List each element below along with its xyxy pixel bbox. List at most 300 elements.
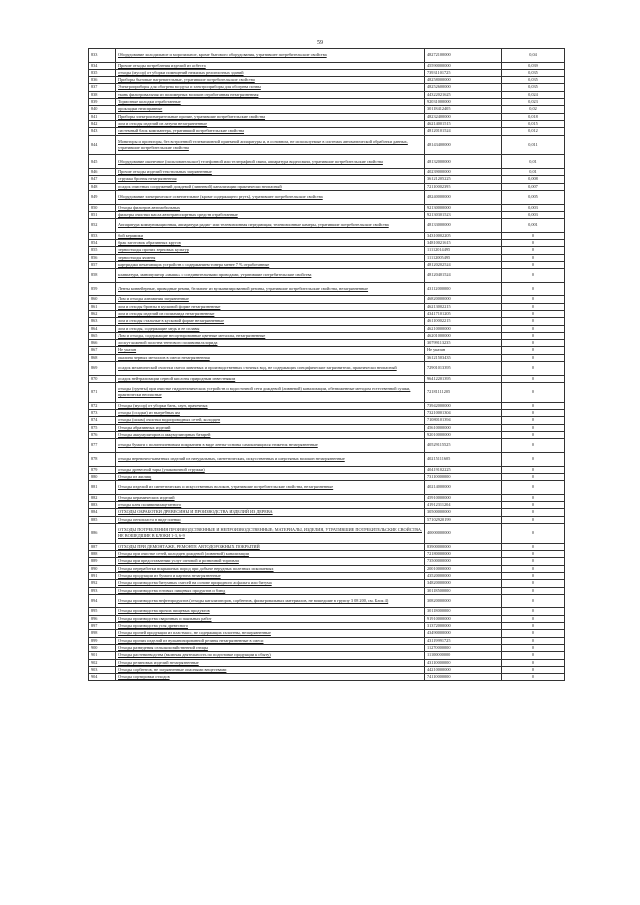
row-number: 896 [89, 615, 116, 622]
table-row [89, 254, 565, 261]
waste-value: 0 [502, 659, 565, 666]
waste-code: 92031000000 [425, 99, 502, 106]
table-row [89, 310, 565, 317]
table-row [89, 666, 565, 673]
row-number: 904 [89, 674, 116, 681]
table-row [89, 135, 565, 155]
row-number: 860 [89, 296, 116, 303]
waste-name: зерноотходы прочих зерновых культур [116, 247, 425, 254]
waste-table-body [89, 49, 565, 681]
waste-value: 0 [502, 623, 565, 630]
waste-name: стружка бронзы незагрязненная [116, 176, 425, 183]
waste-name: ОТХОДЫ ПРИ ДЕМОНТАЖЕ, РЕМОНТЕ АВТОДОРОЖНЫХ ПОКРЫТИЙ [116, 543, 425, 550]
waste-name: лом и отходы бронзы в кусковой форме незагрязненные [116, 303, 425, 310]
waste-value: 0 [502, 644, 565, 651]
waste-code: 48120401524 [425, 269, 502, 283]
row-number: 900 [89, 644, 116, 651]
waste-value: 0 [502, 558, 565, 565]
row-number: 849 [89, 190, 116, 204]
waste-code: 43110000000 [425, 659, 502, 666]
waste-value: 0,012 [502, 128, 565, 135]
row-number: 865 [89, 332, 116, 339]
row-number: 840 [89, 106, 116, 113]
waste-code: 48132000000 [425, 155, 502, 169]
row-number: 886 [89, 523, 116, 543]
table-row [89, 516, 565, 523]
waste-code: 34310002205 [425, 232, 502, 239]
waste-name: Отходы пенопласта в виде пленки [116, 516, 425, 523]
waste-value: 0 [502, 382, 565, 402]
row-number: 874 [89, 417, 116, 424]
waste-value: 0 [502, 594, 565, 608]
row-number: 880 [89, 473, 116, 480]
waste-name: Отходы продукции из бумаги и картона незагрязненные [116, 572, 425, 579]
waste-name: Отходы керамических изделий [116, 494, 425, 501]
waste-value: 0,003 [502, 204, 565, 211]
waste-code: 71080101394 [425, 417, 502, 424]
waste-value: 0,02 [502, 106, 565, 113]
row-number: 839 [89, 99, 116, 106]
table-row [89, 558, 565, 565]
table-row [89, 113, 565, 120]
table-row [89, 354, 565, 361]
waste-name: лом и отходы изделий из латуни незагрязненные [116, 120, 425, 127]
table-row [89, 106, 565, 113]
row-number: 847 [89, 176, 116, 183]
waste-name: фильтры очистки масла автотранспортных средств отработанные [116, 211, 425, 218]
table-row [89, 362, 565, 376]
waste-value: 0,005 [502, 190, 565, 204]
row-number: 889 [89, 558, 116, 565]
waste-code: 46820000000 [425, 296, 502, 303]
waste-value: 0 [502, 615, 565, 622]
table-row [89, 303, 565, 310]
waste-name: Лом и отходы, содержащие несортированные цветные металлы, незагрязненные [116, 332, 425, 339]
row-number: 844 [89, 135, 116, 155]
waste-name: Оборудование холодильное и морозильное, кроме бытового оборудования, утратившее потребительские свойства [116, 49, 425, 63]
row-number: 846 [89, 169, 116, 176]
waste-name: Электроприборы для обогрева воздуха и электроприборы для обогрева почвы [116, 84, 425, 91]
row-number: 835 [89, 69, 116, 76]
waste-value: 0,035 [502, 69, 565, 76]
waste-name: Отходы при очистке сетей, колодцев дождевой (ливневой) канализации [116, 551, 425, 558]
waste-name: Отходы производства сварочных и паяльных работ [116, 615, 425, 622]
row-number: 892 [89, 580, 116, 587]
table-row [89, 637, 565, 644]
waste-value: 0,011 [502, 135, 565, 155]
table-row [89, 452, 565, 466]
waste-value: 0 [502, 587, 565, 594]
waste-name: Мониторы и проекторы, без встроенной телевизионной приемной аппаратуры и, в основном, не используемые в системах автоматической обработки данных, утратившие потребительские свойства [116, 135, 425, 155]
table-row [89, 155, 565, 169]
waste-name: Приборы бытовые нагревательные, утратившие потребительские свойства [116, 77, 425, 84]
waste-code: 48232400000 [425, 113, 502, 120]
table-row [89, 247, 565, 254]
waste-code: 36121205225 [425, 176, 502, 183]
waste-name: Ленты конвейерные, приводные ремни, бельтинг из вулканизированной резины, утратившие потребительские свойства, незагрязненные [116, 282, 425, 296]
table-row [89, 296, 565, 303]
waste-name: Не указан [116, 347, 425, 354]
table-row [89, 580, 565, 587]
waste-value: 0,035 [502, 77, 565, 84]
waste-name: отходы клея поливинилацетатного [116, 502, 425, 509]
table-row [89, 630, 565, 637]
waste-name: Отходы производства битумных смесей на основе природного асфальта или битума [116, 580, 425, 587]
row-number: 877 [89, 439, 116, 453]
table-row [89, 77, 565, 84]
row-number: 854 [89, 240, 116, 247]
waste-name: Отходы изделий из синтетических и искусственных волокон, утратившие потребительские свойства, незагрязненные [116, 481, 425, 495]
table-row [89, 183, 565, 190]
waste-name: Отходы сортировки отходов [116, 674, 425, 681]
table-row [89, 439, 565, 453]
waste-name: Аппаратура коммуникационная, аппаратура радио- или телевизионная передающая; телевизионные камеры, утратившие потребительские свойства [116, 219, 425, 233]
waste-code: 45610000000 [425, 424, 502, 431]
waste-value: 0,003 [502, 211, 565, 218]
waste-name: прокладки неисправные [116, 106, 425, 113]
table-row [89, 128, 565, 135]
row-number: 883 [89, 502, 116, 509]
table-row [89, 99, 565, 106]
waste-code: 36121503435 [425, 354, 502, 361]
waste-value: 0,01 [502, 155, 565, 169]
waste-value: 0 [502, 310, 565, 317]
waste-code: 44210000000 [425, 666, 502, 673]
waste-name: Отходы абразивных изделий [116, 424, 425, 431]
waste-code: 11112005495 [425, 254, 502, 261]
waste-code: 40215111605 [425, 452, 502, 466]
waste-name: осадок очистных сооружений дождевой (ливневой) канализации практически неопасный [116, 183, 425, 190]
row-number: 866 [89, 340, 116, 347]
waste-value: 0,04 [502, 49, 565, 63]
waste-code: 31372000000 [425, 623, 502, 630]
row-number: 873 [89, 410, 116, 417]
waste-name: Отходы производства готовых пищевых продуктов и блюд [116, 587, 425, 594]
table-row [89, 176, 565, 183]
waste-name: осадок нейтрализации серной кислоты природным известняком [116, 375, 425, 382]
waste-code: 73931101725 [425, 69, 502, 76]
row-number: 899 [89, 637, 116, 644]
row-number: 855 [89, 247, 116, 254]
waste-code: 48143400000 [425, 135, 502, 155]
waste-code: 30799113235 [425, 340, 502, 347]
waste-value: 0 [502, 502, 565, 509]
waste-code: 46110002215 [425, 318, 502, 325]
table-row [89, 509, 565, 516]
waste-code: 72901013395 [425, 362, 502, 376]
waste-code: 48133000000 [425, 219, 502, 233]
waste-value: 0 [502, 240, 565, 247]
row-number: 897 [89, 623, 116, 630]
waste-name: брак заготовок абразивных кругов [116, 240, 425, 247]
waste-value: 0,035 [502, 84, 565, 91]
waste-value: 0 [502, 630, 565, 637]
waste-value: 0 [502, 417, 565, 424]
waste-code: 40239000000 [425, 169, 502, 176]
waste-name: Оборудование электрическое осветительное (кроме содержащего ртуть), утратившее потребительские свойства [116, 190, 425, 204]
table-row [89, 410, 565, 417]
row-number: 876 [89, 432, 116, 439]
waste-code: 48120202524 [425, 261, 502, 268]
waste-value: 0 [502, 296, 565, 303]
row-number: 894 [89, 594, 116, 608]
row-number: 871 [89, 382, 116, 402]
table-row [89, 417, 565, 424]
waste-name: Тормозные колодки отработанные [116, 99, 425, 106]
waste-code: 72181111205 [425, 382, 502, 402]
table-row [89, 169, 565, 176]
waste-code: 34820000000 [425, 580, 502, 587]
table-row [89, 375, 565, 382]
waste-code: 30820000000 [425, 594, 502, 608]
table-row [89, 424, 565, 431]
waste-value: 0,001 [502, 219, 565, 233]
table-row [89, 608, 565, 615]
row-number: 869 [89, 362, 116, 376]
row-number: 863 [89, 318, 116, 325]
waste-name: отходы (шлам) очистки водопроводных сетей, колодцев [116, 417, 425, 424]
waste-code: 40529115525 [425, 439, 502, 453]
waste-name: Отходы прочих изделий из вулканизированной резины незагрязненные в смеси [116, 637, 425, 644]
waste-code: 43490000000 [425, 630, 502, 637]
waste-value: 0 [502, 232, 565, 239]
waste-code: 30118412405 [425, 106, 502, 113]
waste-code: 96412201395 [425, 375, 502, 382]
table-row [89, 340, 565, 347]
waste-code: 46214001515 [425, 120, 502, 127]
table-row [89, 49, 565, 63]
row-number: 881 [89, 481, 116, 495]
row-number: 857 [89, 261, 116, 268]
waste-code: 44322021625 [425, 91, 502, 98]
waste-value: 0 [502, 572, 565, 579]
waste-name: лом и отходы изделий из полиамида незагрязненные [116, 310, 425, 317]
row-number: 836 [89, 77, 116, 84]
row-number: 893 [89, 587, 116, 594]
row-number: 891 [89, 572, 116, 579]
waste-value: 0 [502, 354, 565, 361]
table-row [89, 269, 565, 283]
waste-name: Отходы фильтров автомобильных [116, 204, 425, 211]
waste-name: окалина черных металлов в смеси незагрязненная [116, 354, 425, 361]
waste-value: 0,01 [502, 169, 565, 176]
row-number: 882 [89, 494, 116, 501]
row-number: 859 [89, 282, 116, 296]
waste-code: 48252600000 [425, 84, 502, 91]
table-row [89, 551, 565, 558]
waste-value: 0 [502, 637, 565, 644]
waste-name: Отходы растениеводства (включая деятельность по подготовке продукции к сбыту) [116, 652, 425, 659]
waste-value: 0 [502, 303, 565, 310]
table-row [89, 523, 565, 543]
waste-name: отходы веревочно-канатных изделий из натуральных, синтетических, искусственных и шерстяных волокон незагрязненные [116, 452, 425, 466]
waste-code: 73110000000 [425, 473, 502, 480]
waste-value: 0,008 [502, 176, 565, 183]
waste-value: 0,023 [502, 99, 565, 106]
row-number: 879 [89, 466, 116, 473]
row-number: 848 [89, 183, 116, 190]
row-number: 845 [89, 155, 116, 169]
waste-value: 0 [502, 652, 565, 659]
row-number: 850 [89, 204, 116, 211]
table-row [89, 240, 565, 247]
waste-code: 45910000000 [425, 494, 502, 501]
row-number: 884 [89, 509, 116, 516]
table-row [89, 587, 565, 594]
waste-value: 0 [502, 452, 565, 466]
table-row [89, 332, 565, 339]
waste-value: 0 [502, 473, 565, 480]
waste-code: 46201000000 [425, 332, 502, 339]
table-row [89, 565, 565, 572]
waste-name: клавиатура, манипулятор «мышь» с соединительными проводами, утратившие потребительские свойства [116, 269, 425, 283]
row-number: 887 [89, 543, 116, 550]
table-row [89, 261, 565, 268]
waste-value: 0,039 [502, 62, 565, 69]
waste-value: 0 [502, 325, 565, 332]
table-row [89, 91, 565, 98]
waste-name: системный блок компьютера, утративший потребительские свойства [116, 128, 425, 135]
table-row [89, 318, 565, 325]
row-number: 856 [89, 254, 116, 261]
waste-name: отходы (грунты) при очистке гидротехнических устройств и водосточной сети дождевой (ливневой) канализации, обезвоженные методом естественной сушки, практически неопасные [116, 382, 425, 402]
row-number: 867 [89, 347, 116, 354]
waste-name: Отходы сорбентов, не загрязненные опасными веществами [116, 666, 425, 673]
waste-value: 0 [502, 551, 565, 558]
waste-code: 40214000000 [425, 481, 502, 495]
waste-name: Отходы (мусор) от уборки бань, саун, прачечных [116, 402, 425, 409]
waste-code: 46210000000 [425, 325, 502, 332]
waste-value: 0 [502, 509, 565, 516]
table-row [89, 325, 565, 332]
table-row [89, 204, 565, 211]
waste-code: 43119991725 [425, 637, 502, 644]
waste-value: 0,024 [502, 91, 565, 98]
waste-value: 0 [502, 332, 565, 339]
waste-value: 0 [502, 247, 565, 254]
waste-code: 48240000000 [425, 190, 502, 204]
waste-code: 73210001304 [425, 410, 502, 417]
waste-name: Отходы производства нефтепродуктов (отходы катализаторов, сорбентов, фильтровальных материалов, не вошедшие в группу 3 08 200, см. Блок 4) [116, 594, 425, 608]
table-row [89, 62, 565, 69]
waste-value: 0 [502, 347, 565, 354]
row-number: 851 [89, 211, 116, 218]
table-row [89, 594, 565, 608]
waste-value: 0 [502, 481, 565, 495]
waste-name: Отходы переработки вскрышных пород при добыче нерудных полезных ископаемых [116, 565, 425, 572]
waste-value: 0 [502, 516, 565, 523]
row-number: 841 [89, 113, 116, 120]
waste-name: Отходы производства угля древесного [116, 623, 425, 630]
row-number: 898 [89, 630, 116, 637]
table-row [89, 69, 565, 76]
table-row [89, 432, 565, 439]
waste-value: 0,007 [502, 183, 565, 190]
waste-code: 30500000000 [425, 509, 502, 516]
row-number: 872 [89, 402, 116, 409]
table-row [89, 623, 565, 630]
waste-code: 92130000000 [425, 204, 502, 211]
waste-value: 0 [502, 432, 565, 439]
waste-name: отходы древесной тары (упаковочной стружки) [116, 466, 425, 473]
row-number: 862 [89, 310, 116, 317]
waste-name: осадок механической очистки смеси ливневых и производственных сточных вод, не содержащих специфические загрязнители, практически неопасный [116, 362, 425, 376]
row-number: 901 [89, 652, 116, 659]
waste-name: Прочие отходы изделий текстильных загрязненные [116, 169, 425, 176]
waste-name: Отходы из жилищ [116, 473, 425, 480]
waste-name: картриджи печатающих устройств с содержанием тонера менее 7 % отработанные [116, 261, 425, 268]
waste-name: Отходы прочей продукции из пластмасс, не содержащих галогены, незагрязненные [116, 630, 425, 637]
waste-name: ткань фильтровальная из полимерных волокон отработанная незагрязненная [116, 91, 425, 98]
waste-code: Не указан [425, 347, 502, 354]
table-row [89, 494, 565, 501]
waste-value: 0 [502, 565, 565, 572]
waste-code: 83900000000 [425, 543, 502, 550]
waste-table [88, 48, 565, 681]
waste-value: 0 [502, 402, 565, 409]
waste-name: Отходы разведения сельскохозяйственной птицы [116, 644, 425, 651]
waste-code: 20010000000 [425, 565, 502, 572]
waste-name: Отходы аккумуляторов и аккумуляторных батарей [116, 432, 425, 439]
waste-name: зерноотходы ячменя [116, 254, 425, 261]
waste-value: 0 [502, 282, 565, 296]
waste-code: 91910000000 [425, 615, 502, 622]
waste-value: 0 [502, 269, 565, 283]
waste-code: 34810021615 [425, 240, 502, 247]
waste-code: 30118000000 [425, 608, 502, 615]
waste-value: 0 [502, 466, 565, 473]
waste-name: Оборудование оконечное (пользовательское) телефонной или телеграфной связи, аппаратура видеосвязи, утратившие потребительские свойства [116, 155, 425, 169]
waste-code: 73500000000 [425, 558, 502, 565]
row-number: 875 [89, 424, 116, 431]
waste-value: 0 [502, 254, 565, 261]
waste-name: Отходы резиновых изделий незагрязненные [116, 659, 425, 666]
waste-name: отходы (мусор) от уборки помещений нежилых религиозных зданий [116, 69, 425, 76]
table-row [89, 219, 565, 233]
row-number: 861 [89, 303, 116, 310]
table-row [89, 232, 565, 239]
waste-name: лоскут кожевой полотна тентового поливинилхлорида [116, 340, 425, 347]
waste-value: 0,015 [502, 120, 565, 127]
waste-value: 0 [502, 494, 565, 501]
waste-code: 46213002215 [425, 303, 502, 310]
waste-value: 0 [502, 340, 565, 347]
table-row [89, 652, 565, 659]
waste-name: Прочие отходы потребления изделий из асбеста [116, 62, 425, 69]
waste-name: Лом и отходы алюминия загрязненные [116, 296, 425, 303]
row-number: 843 [89, 128, 116, 135]
row-number: 834 [89, 62, 116, 69]
waste-code: 48120101524 [425, 128, 502, 135]
waste-name: отходы бумаги с полиэтиленовым покрытием в виде ленты-основы самоклеящихся этикеток незагрязненные [116, 439, 425, 453]
waste-name: Отходы производства прочих пищевых продуктов [116, 608, 425, 615]
table-row [89, 659, 565, 666]
table-row [89, 120, 565, 127]
waste-value: 0 [502, 375, 565, 382]
waste-value: 0 [502, 608, 565, 615]
table-row [89, 84, 565, 91]
waste-name: Приборы электроизмерительные прочие, утратившие потребительские свойства [116, 113, 425, 120]
table-row [89, 543, 565, 550]
row-number: 842 [89, 120, 116, 127]
waste-value: 0 [502, 362, 565, 376]
waste-value: 0,018 [502, 113, 565, 120]
waste-code: 41912311204 [425, 502, 502, 509]
row-number: 890 [89, 565, 116, 572]
table-row [89, 382, 565, 402]
table-row [89, 211, 565, 218]
waste-value: 0 [502, 523, 565, 543]
